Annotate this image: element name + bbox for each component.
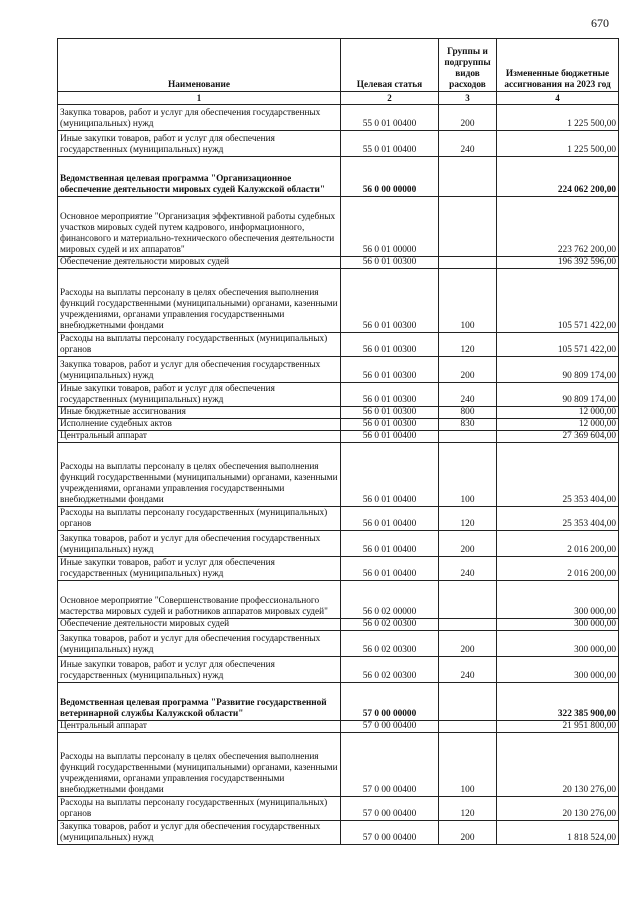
row-expense-group xyxy=(439,431,497,443)
row-target-code: 55 0 01 00400 xyxy=(341,131,439,157)
row-amount: 300 000,00 xyxy=(497,631,619,657)
column-numbers-row xyxy=(58,92,619,105)
row-expense-group xyxy=(439,157,497,197)
row-expense-group: 100 xyxy=(439,733,497,797)
column-number: 1 xyxy=(58,92,341,105)
row-expense-group xyxy=(439,619,497,631)
row-name: Ведомственная целевая программа "Организационное обеспечение деятельности мировых судей Калужской области" xyxy=(58,157,341,197)
row-expense-group: 200 xyxy=(439,357,497,383)
row-target-code: 57 0 00 00400 xyxy=(341,821,439,845)
row-expense-group: 240 xyxy=(439,131,497,157)
row-amount: 223 762 200,00 xyxy=(497,197,619,257)
header-row xyxy=(58,39,619,92)
row-amount: 105 571 422,00 xyxy=(497,269,619,333)
column-number: 4 xyxy=(497,92,619,105)
column-number: 2 xyxy=(341,92,439,105)
row-amount: 300 000,00 xyxy=(497,657,619,683)
table-row xyxy=(58,443,619,507)
row-expense-group: 200 xyxy=(439,105,497,131)
row-target-code: 56 0 01 00400 xyxy=(341,531,439,557)
row-target-code: 56 0 01 00400 xyxy=(341,443,439,507)
table-row xyxy=(58,557,619,581)
row-target-code: 56 0 01 00400 xyxy=(341,557,439,581)
row-target-code: 56 0 02 00000 xyxy=(341,581,439,619)
table-row xyxy=(58,797,619,821)
row-name: Ведомственная целевая программа "Развитие государственной ветеринарной службы Калужской области" xyxy=(58,683,341,721)
row-target-code: 57 0 00 00400 xyxy=(341,733,439,797)
column-number: 3 xyxy=(439,92,497,105)
row-name: Закупка товаров, работ и услуг для обеспечения государственных (муниципальных) нужд xyxy=(58,531,341,557)
row-amount: 224 062 200,00 xyxy=(497,157,619,197)
row-expense-group: 240 xyxy=(439,383,497,407)
row-target-code: 57 0 00 00000 xyxy=(341,683,439,721)
row-name: Иные бюджетные ассигнования xyxy=(58,407,341,419)
table-row xyxy=(58,631,619,657)
table-body xyxy=(58,105,619,845)
row-amount: 300 000,00 xyxy=(497,619,619,631)
row-target-code: 56 0 01 00300 xyxy=(341,407,439,419)
table-row xyxy=(58,383,619,407)
row-amount: 90 809 174,00 xyxy=(497,357,619,383)
header-name: Наименование xyxy=(58,39,341,92)
row-amount: 20 130 276,00 xyxy=(497,733,619,797)
header-target-article: Целевая статья xyxy=(341,39,439,92)
row-target-code: 56 0 01 00000 xyxy=(341,197,439,257)
budget-table xyxy=(57,38,619,845)
table-row xyxy=(58,157,619,197)
row-expense-group: 240 xyxy=(439,557,497,581)
row-name: Центральный аппарат xyxy=(58,721,341,733)
row-target-code: 57 0 00 00400 xyxy=(341,721,439,733)
row-name: Обеспечение деятельности мировых судей xyxy=(58,619,341,631)
row-expense-group: 120 xyxy=(439,333,497,357)
row-name: Закупка товаров, работ и услуг для обеспечения государственных (муниципальных) нужд xyxy=(58,357,341,383)
row-target-code: 56 0 01 00300 xyxy=(341,419,439,431)
row-target-code: 56 0 01 00300 xyxy=(341,357,439,383)
row-name: Исполнение судебных актов xyxy=(58,419,341,431)
row-amount: 25 353 404,00 xyxy=(497,507,619,531)
row-expense-group: 830 xyxy=(439,419,497,431)
row-amount: 12 000,00 xyxy=(497,407,619,419)
row-amount: 90 809 174,00 xyxy=(497,383,619,407)
row-amount: 12 000,00 xyxy=(497,419,619,431)
row-name: Расходы на выплаты персоналу в целях обеспечения выполнения функций государственными (муниципальными) органами, казенными учреждениями, органами управления государственными внебюджетными фондами xyxy=(58,269,341,333)
row-expense-group: 200 xyxy=(439,821,497,845)
row-target-code: 56 0 02 00300 xyxy=(341,631,439,657)
row-target-code: 56 0 01 00300 xyxy=(341,257,439,269)
row-name: Основное мероприятие "Совершенствование профессионального мастерства мировых судей и работников аппаратов мировых судей" xyxy=(58,581,341,619)
row-target-code: 56 0 01 00300 xyxy=(341,383,439,407)
row-name: Иные закупки товаров, работ и услуг для обеспечения государственных (муниципальных) нужд xyxy=(58,557,341,581)
row-amount: 196 392 596,00 xyxy=(497,257,619,269)
row-amount: 1 225 500,00 xyxy=(497,105,619,131)
row-name: Закупка товаров, работ и услуг для обеспечения государственных (муниципальных) нужд xyxy=(58,631,341,657)
row-expense-group: 120 xyxy=(439,797,497,821)
row-amount: 20 130 276,00 xyxy=(497,797,619,821)
row-target-code: 56 0 02 00300 xyxy=(341,657,439,683)
row-amount: 25 353 404,00 xyxy=(497,443,619,507)
row-expense-group xyxy=(439,197,497,257)
row-amount: 2 016 200,00 xyxy=(497,531,619,557)
table-row xyxy=(58,131,619,157)
row-target-code: 56 0 02 00300 xyxy=(341,619,439,631)
row-amount: 21 951 800,00 xyxy=(497,721,619,733)
table-row xyxy=(58,683,619,721)
table-row xyxy=(58,721,619,733)
table-row xyxy=(58,507,619,531)
row-expense-group xyxy=(439,257,497,269)
row-expense-group: 200 xyxy=(439,531,497,557)
row-expense-group: 100 xyxy=(439,443,497,507)
row-name: Центральный аппарат xyxy=(58,431,341,443)
row-expense-group xyxy=(439,721,497,733)
row-target-code: 56 0 01 00400 xyxy=(341,507,439,531)
table-row xyxy=(58,531,619,557)
row-name: Иные закупки товаров, работ и услуг для обеспечения государственных (муниципальных) нужд xyxy=(58,383,341,407)
row-target-code: 56 0 01 00400 xyxy=(341,431,439,443)
row-expense-group: 240 xyxy=(439,657,497,683)
table-row xyxy=(58,431,619,443)
row-expense-group: 200 xyxy=(439,631,497,657)
table-row xyxy=(58,821,619,845)
row-target-code: 56 0 00 00000 xyxy=(341,157,439,197)
table-row xyxy=(58,657,619,683)
header-expense-group: Группы и подгруппы видов расходов xyxy=(439,39,497,92)
header-amount: Измененные бюджетные ассигнования на 2023 год xyxy=(497,39,619,92)
table-row xyxy=(58,733,619,797)
row-name: Иные закупки товаров, работ и услуг для обеспечения государственных (муниципальных) нужд xyxy=(58,131,341,157)
row-expense-group: 120 xyxy=(439,507,497,531)
row-amount: 27 369 604,00 xyxy=(497,431,619,443)
table-row xyxy=(58,269,619,333)
row-name: Закупка товаров, работ и услуг для обеспечения государственных (муниципальных) нужд xyxy=(58,821,341,845)
row-name: Расходы на выплаты персоналу государственных (муниципальных) органов xyxy=(58,507,341,531)
row-target-code: 56 0 01 00300 xyxy=(341,333,439,357)
row-expense-group xyxy=(439,581,497,619)
page-number: 670 xyxy=(591,16,609,30)
row-amount: 1 818 524,00 xyxy=(497,821,619,845)
table-row xyxy=(58,581,619,619)
row-name: Иные закупки товаров, работ и услуг для обеспечения государственных (муниципальных) нужд xyxy=(58,657,341,683)
row-amount: 322 385 900,00 xyxy=(497,683,619,721)
row-amount: 1 225 500,00 xyxy=(497,131,619,157)
row-expense-group: 100 xyxy=(439,269,497,333)
row-expense-group: 800 xyxy=(439,407,497,419)
row-amount: 2 016 200,00 xyxy=(497,557,619,581)
table-row xyxy=(58,105,619,131)
row-name: Основное мероприятие "Организация эффективной работы судебных участков мировых судей путем кадрового, информационного, финансового и материально-технического обеспечения деятельности мировых судей и их аппаратов" xyxy=(58,197,341,257)
table-row xyxy=(58,197,619,257)
row-name: Расходы на выплаты персоналу государственных (муниципальных) органов xyxy=(58,333,341,357)
table-row xyxy=(58,257,619,269)
row-name: Расходы на выплаты персоналу государственных (муниципальных) органов xyxy=(58,797,341,821)
row-name: Обеспечение деятельности мировых судей xyxy=(58,257,341,269)
row-target-code: 57 0 00 00400 xyxy=(341,797,439,821)
table-row xyxy=(58,357,619,383)
row-amount: 105 571 422,00 xyxy=(497,333,619,357)
table-row xyxy=(58,407,619,419)
table-row xyxy=(58,619,619,631)
table-row xyxy=(58,419,619,431)
table-row xyxy=(58,333,619,357)
row-expense-group xyxy=(439,683,497,721)
row-amount: 300 000,00 xyxy=(497,581,619,619)
row-target-code: 56 0 01 00300 xyxy=(341,269,439,333)
row-target-code: 55 0 01 00400 xyxy=(341,105,439,131)
row-name: Закупка товаров, работ и услуг для обеспечения государственных (муниципальных) нужд xyxy=(58,105,341,131)
row-name: Расходы на выплаты персоналу в целях обеспечения выполнения функций государственными (муниципальными) органами, казенными учреждениями, органами управления государственными внебюджетными фондами xyxy=(58,443,341,507)
row-name: Расходы на выплаты персоналу в целях обеспечения выполнения функций государственными (муниципальными) органами, казенными учреждениями, органами управления государственными внебюджетными фондами xyxy=(58,733,341,797)
